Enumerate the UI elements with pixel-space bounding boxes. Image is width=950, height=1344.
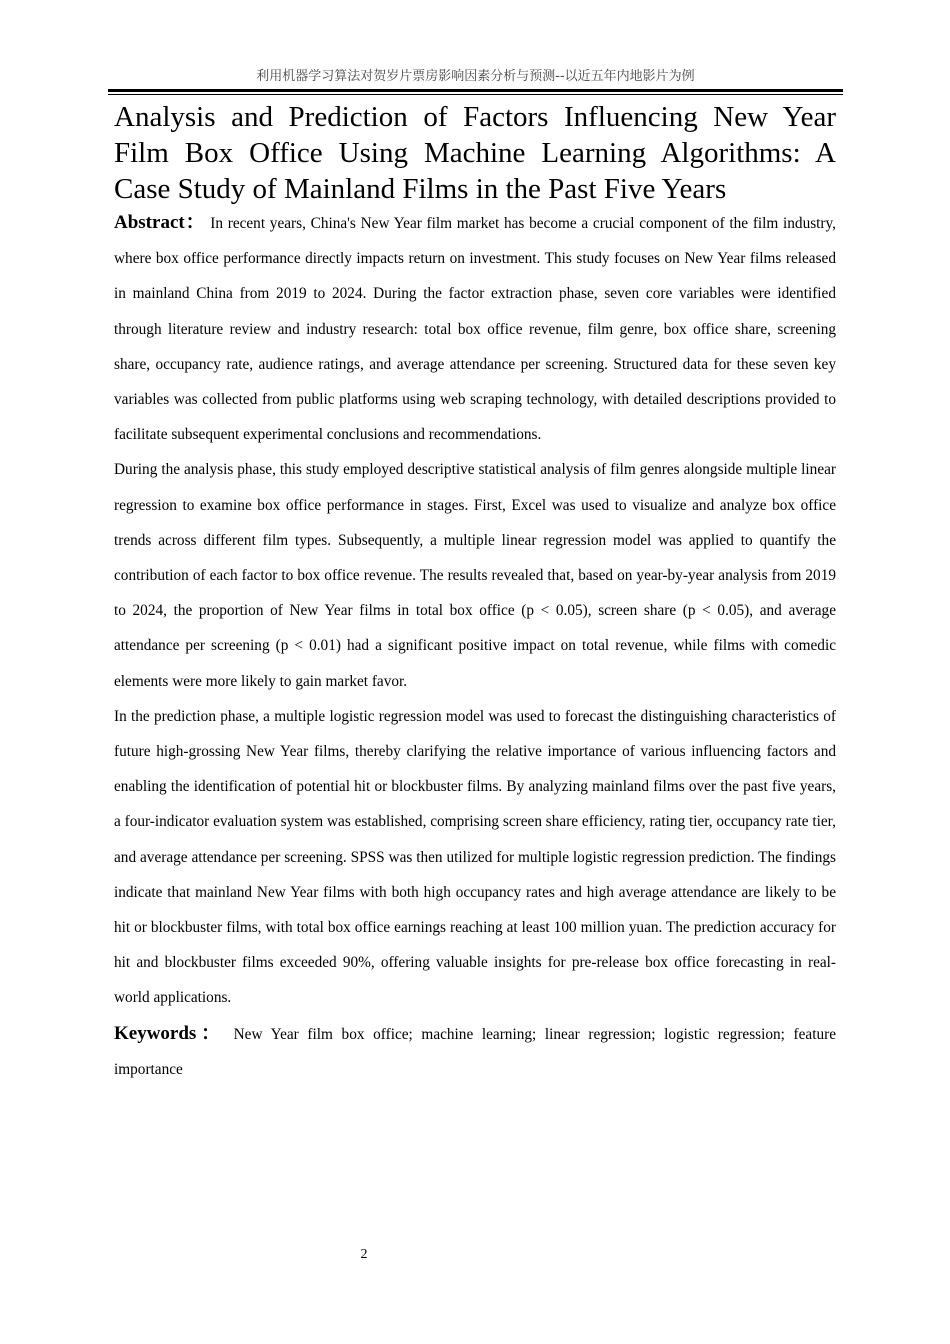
abstract-label: Abstract：	[114, 212, 206, 233]
abstract-paragraph-1	[114, 205, 836, 452]
page-number: 2	[360, 1247, 368, 1262]
keywords-text: New Year film box office; machine learning; linear regression; logistic regression; feature importance	[114, 1025, 837, 1078]
keywords-paragraph	[114, 1016, 836, 1087]
abstract-text-1: In recent years, China's New Year film market has become a crucial component of the film industry, where box office performance directly impacts return on investment. This study focuses on New Year films released in mainland China from 2019 to 2024. During the factor extraction phase, seven core variables were identified through literature review and industry research: total box office revenue, film genre, box office share, screening share, occupancy rate, audience ratings, and average attendance per screening. Structured data for these seven key variables was collected from public platforms using web scraping technology, with detailed descriptions provided to facilitate subsequent experimental conclusions and recommendations.	[114, 215, 837, 444]
abstract-section	[114, 205, 836, 1087]
header-rule-thick	[108, 89, 843, 92]
abstract-paragraph-2: During the analysis phase, this study employed descriptive statistical analysis of film genres alongside multiple linear regression to examine box office performance in stages. First, Excel was used to visualize and analyze box office trends across different film types. Subsequently, a multiple linear regression model was applied to quantify the contribution of each factor to box office revenue. The results revealed that, based on year-by-year analysis from 2019 to 2024, the proportion of New Year films in total box office (p < 0.05), screen share (p < 0.05), and average attendance per screening (p < 0.01) had a significant positive impact on total revenue, while films with comedic elements were more likely to gain market favor.	[114, 461, 836, 690]
paper-title: Analysis and Prediction of Factors Influencing New Year Film Box Office Using Machine Learning Algorithms: A Case Study of Mainland Films in the Past Five Years	[114, 101, 836, 205]
running-header: 利用机器学习算法对贺岁片票房影响因素分析与预测--以近五年内地影片为例	[256, 69, 695, 84]
keywords-label: Keywords：	[114, 1022, 225, 1044]
abstract-paragraph-3: In the prediction phase, a multiple logistic regression model was used to forecast the distinguishing characteristics of future high-grossing New Year films, thereby clarifying the relative importance of various influencing factors and enabling the identification of potential hit or blockbuster films. By analyzing mainland films over the past five years, a four-indicator evaluation system was established, comprising screen share efficiency, rating tier, occupancy rate tier, and average attendance per screening. SPSS was then utilized for multiple logistic regression prediction. The findings indicate that mainland New Year films with both high occupancy rates and high average attendance are likely to be hit or blockbuster films, with total box office earnings reaching at least 100 million yuan. The prediction accuracy for hit and blockbuster films exceeded 90%, offering valuable insights for pre-release box office forecasting in real-world applications.	[114, 707, 836, 1007]
header-rule-thin	[108, 94, 843, 95]
